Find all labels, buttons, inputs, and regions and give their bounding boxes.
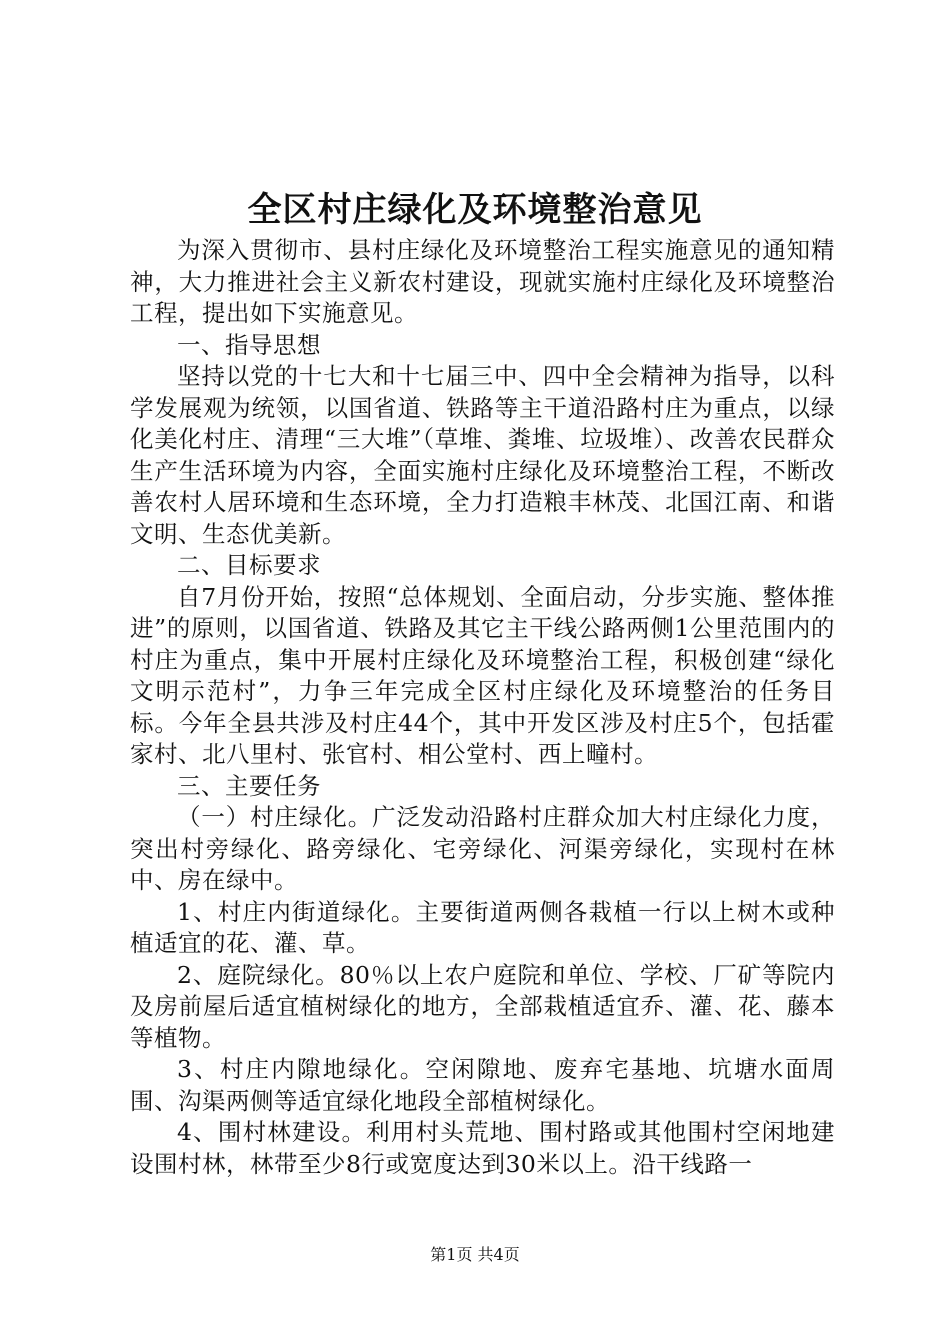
paragraph-task-2: 2、庭院绿化。80％以上农户庭院和单位、学校、厂矿等院内及房前屋后适宜植树绿化的地方，全部栽植适宜乔、灌、花、藤本等植物。 (130, 960, 835, 1052)
paragraph-goals: 自7月份开始，按照“总体规划、全面启动，分步实施、整体推进”的原则，以国省道、铁路及其它主干线公路两侧1公里范围内的村庄为重点，集中开展村庄绿化及环境整治工程，积极创建“绿化文明示范村”，力争三年完成全区村庄绿化及环境整治的任务目标。今年全县共涉及村庄44个，其中开发区涉及村庄5个，包括霍家村、北八里村、张官村、相公堂村、西上疃村。 (130, 582, 835, 768)
paragraph-village-greening: （一）村庄绿化。广泛发动沿路村庄群众加大村庄绿化力度，突出村旁绿化、路旁绿化、宅旁绿化、河渠旁绿化，实现村在林中、房在绿中。 (130, 803, 835, 894)
document-body (130, 235, 835, 1180)
paragraph-intro: 为深入贯彻市、县村庄绿化及环境整治工程实施意见的通知精神，大力推进社会主义新农村建设，现就实施村庄绿化及环境整治工程，提出如下实施意见。 (130, 236, 835, 327)
page-number-footer: 第1页 共4页 (430, 1245, 520, 1264)
section-heading-main-tasks: 三、主要任务 (177, 771, 321, 800)
paragraph-task-3: 3、村庄内隙地绿化。空闲隙地、废弃宅基地、坑塘水面周围、沟渠两侧等适宜绿化地段全部植树绿化。 (130, 1055, 835, 1115)
document-title: 全区村庄绿化及环境整治意见 (247, 190, 703, 230)
paragraph-task-1: 1、村庄内街道绿化。主要街道两侧各栽植一行以上树木或种植适宜的花、灌、草。 (130, 897, 835, 957)
paragraph-guiding-ideology: 坚持以党的十七大和十七届三中、四中全会精神为指导，以科学发展观为统领，以国省道、铁路等主干道沿路村庄为重点，以绿化美化村庄、清理“三大堆”（草堆、粪堆、垃圾堆）、改善农民群众生产生活环境为内容，全面实施村庄绿化及环境整治工程，不断改善农村人居环境和生态环境，全力打造粮丰林茂、北国江南、和谐文明、生态优美新。 (130, 362, 835, 548)
section-heading-goals: 二、目标要求 (177, 551, 321, 579)
section-heading-guiding-ideology: 一、指导思想 (177, 330, 321, 359)
paragraph-task-4: 4、围村林建设。利用村头荒地、围村路或其他围村空闲地建设围村林，林带至少8行或宽度达到30米以上。沿干线路一 (130, 1118, 835, 1178)
